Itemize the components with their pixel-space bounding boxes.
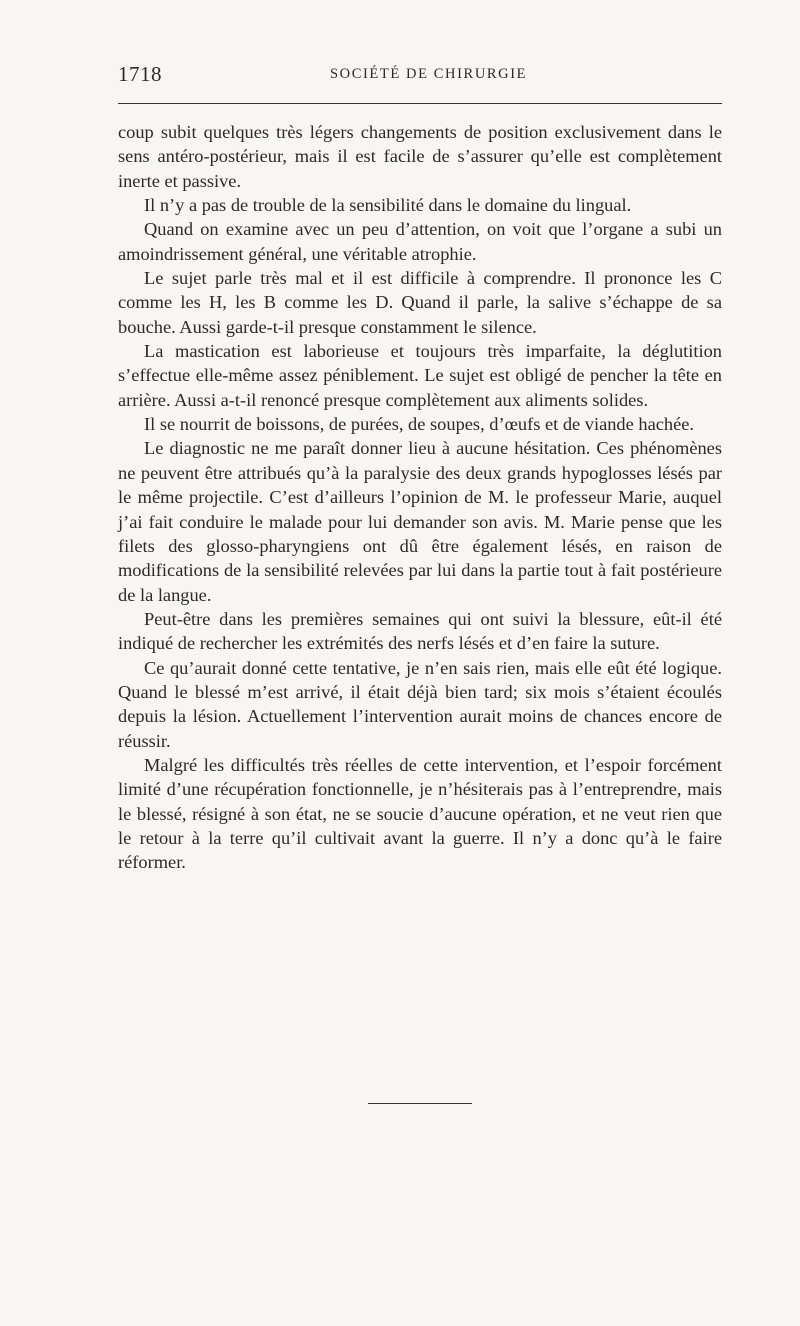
journal-title: SOCIÉTÉ DE CHIRURGIE bbox=[330, 66, 528, 82]
running-head bbox=[118, 62, 722, 94]
header-rule bbox=[118, 103, 722, 104]
page-number: 1718 bbox=[118, 62, 162, 86]
paragraph-atrophy: Quand on examine avec un peu d’attention, on voit que l’organe a subi un amoindrissement général, une véritable atrophie. bbox=[118, 219, 722, 264]
paragraph-mastication: La mastication est laborieuse et toujours très imparfaite, la déglutition s’effectue elle-même assez péniblement. Le sujet est obligé de pencher la tête en arrière. Aussi a-t-il renoncé presque complètement aux aliments solides. bbox=[118, 341, 722, 410]
section-end-rule bbox=[368, 1103, 472, 1104]
paragraph-nutrition: Il se nourrit de boissons, de purées, de soupes, d’œufs et de viande hachée. bbox=[144, 414, 695, 435]
paragraph-continuation: coup subit quelques très légers changements de position exclusivement dans le sens antéro-postérieur, mais il est facile de s’assurer qu’elle est complètement inerte et passive. bbox=[118, 122, 722, 191]
body-text bbox=[118, 120, 722, 875]
paragraph-attempt: Ce qu’aurait donné cette tentative, je n’en sais rien, mais elle eût été logique. Quand le blessé m’est arrivé, il était déjà bien tard; six mois s’étaient écoulés depuis la lésion. Actuellement l’intervention aurait moins de chances encore de réussir. bbox=[118, 657, 722, 751]
paragraph-suture: Peut-être dans les premières semaines qui ont suivi la blessure, eût-il été indiqué de rechercher les extrémités des nerfs lésés et d’en faire la suture. bbox=[118, 608, 722, 654]
paragraph-speech: Le sujet parle très mal et il est difficile à comprendre. Il prononce les C comme les H, les B comme les D. Quand il parle, la salive s’échappe de sa bouche. Aussi garde-t-il presque constamment le silence. bbox=[118, 268, 722, 337]
paragraph-lingual-sensibility: Il n’y a pas de trouble de la sensibilité dans le domaine du lingual. bbox=[144, 195, 632, 216]
paragraph-conclusion: Malgré les difficultés très réelles de cette intervention, et l’espoir forcément limité d’une récupération fonctionnelle, je n’hésiterais pas à l’entreprendre, mais le blessé, résigné à son état, ne se soucie d’aucune opération, et ne veut rien que le retour à la terre qu’il cultivait avant la guerre. Il n’y a donc qu’à le faire réformer. bbox=[118, 754, 722, 873]
paragraph-diagnosis: Le diagnostic ne me paraît donner lieu à aucune hésitation. Ces phénomènes ne peuvent être attribués qu’à la paralysie des deux grands hypoglosses lésés par le même projectile. C’est d’ailleurs l’opinion de M. le professeur Marie, auquel j’ai fait conduire le malade pour lui demander son avis. M. Marie pense que les filets des glosso-pharyngiens ont dû être également lésés, en raison de modifications de la sensibilité relevées par lui dans la partie tout à fait postérieure de la langue. bbox=[118, 438, 722, 605]
